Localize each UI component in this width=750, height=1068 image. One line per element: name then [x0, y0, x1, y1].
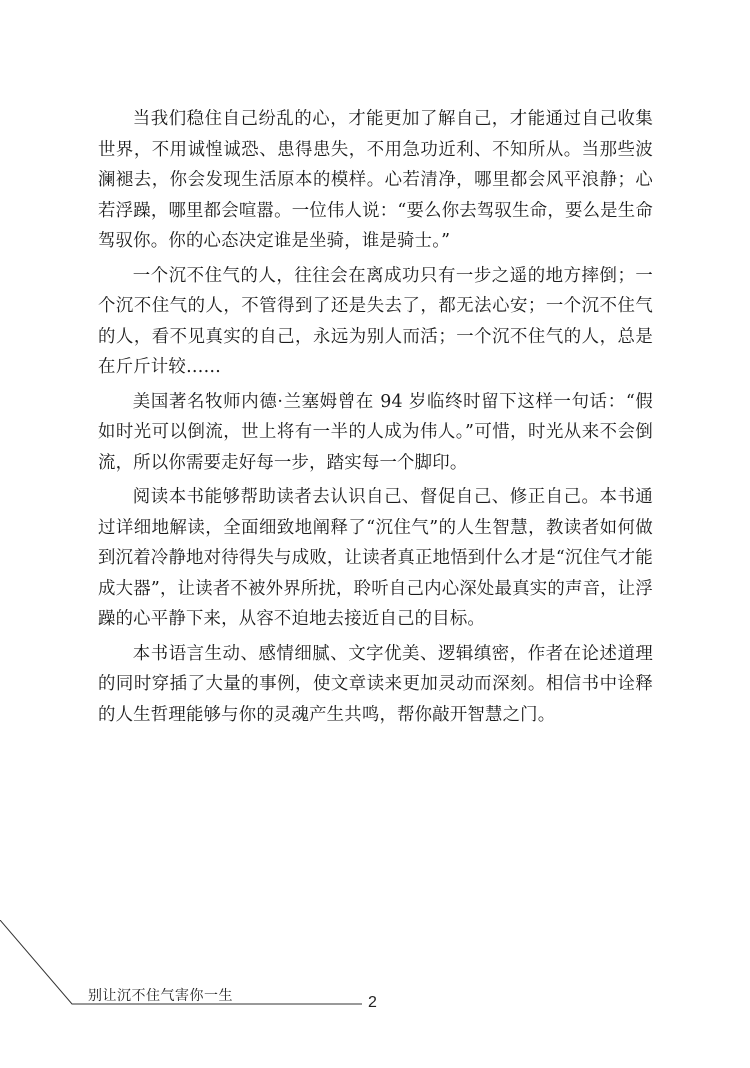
paragraph-5: 本书语言生动、感情细腻、文字优美、逻辑缜密，作者在论述道理的同时穿插了大量的事例，使文章读来更加灵动而深刻。相信书中诠释的人生哲理能够与你的灵魂产生共鸣，帮你敲开智慧之门。: [98, 643, 653, 725]
paragraph-1: 当我们稳住自己纷乱的心，才能更加了解自己，才能通过自己收集世界，不用诚惶诚恐、患得患失，不用急功近利、不知所从。当那些波澜褪去，你会发现生活原本的模样。心若清净，哪里都会风平浪静；心若浮躁，哪里都会喧嚣。一位伟人说：“要么你去驾驭生命，要么是生命驾驭你。你的心态决定谁是坐骑，谁是骑士。”: [98, 109, 653, 251]
running-footer-title: 别让沉不住气害你一生: [88, 988, 233, 1004]
footer-rule: [0, 920, 380, 1020]
paragraph-2: 一个沉不住气的人，往往会在离成功只有一步之遥的地方摔倒；一个沉不住气的人，不管得到了还是失去了，都无法心安；一个沉不住气的人，看不见真实的自己，永远为别人而活；一个沉不住气的人，总是在斤斤计较……: [98, 265, 653, 377]
page-number: 2: [368, 994, 377, 1011]
body-text: [98, 104, 653, 734]
paragraph-3: 美国著名牧师内德·兰塞姆曾在 94 岁临终时留下这样一句话：“假如时光可以倒流，世上将有一半的人成为伟人。”可惜，时光从来不会倒流，所以你需要走好每一步，踏实每一个脚印。: [98, 391, 653, 473]
paragraph-4: 阅读本书能够帮助读者去认识自己、督促自己、修正自己。本书通过详细地解读，全面细致地阐释了“沉住气”的人生智慧，教读者如何做到沉着冷静地对待得失与成败，让读者真正地悟到什么才是“沉住气才能成大器”，让读者不被外界所扰，聆听自己内心深处最真实的声音，让浮躁的心平静下来，从容不迫地去接近自己的目标。: [98, 487, 653, 629]
